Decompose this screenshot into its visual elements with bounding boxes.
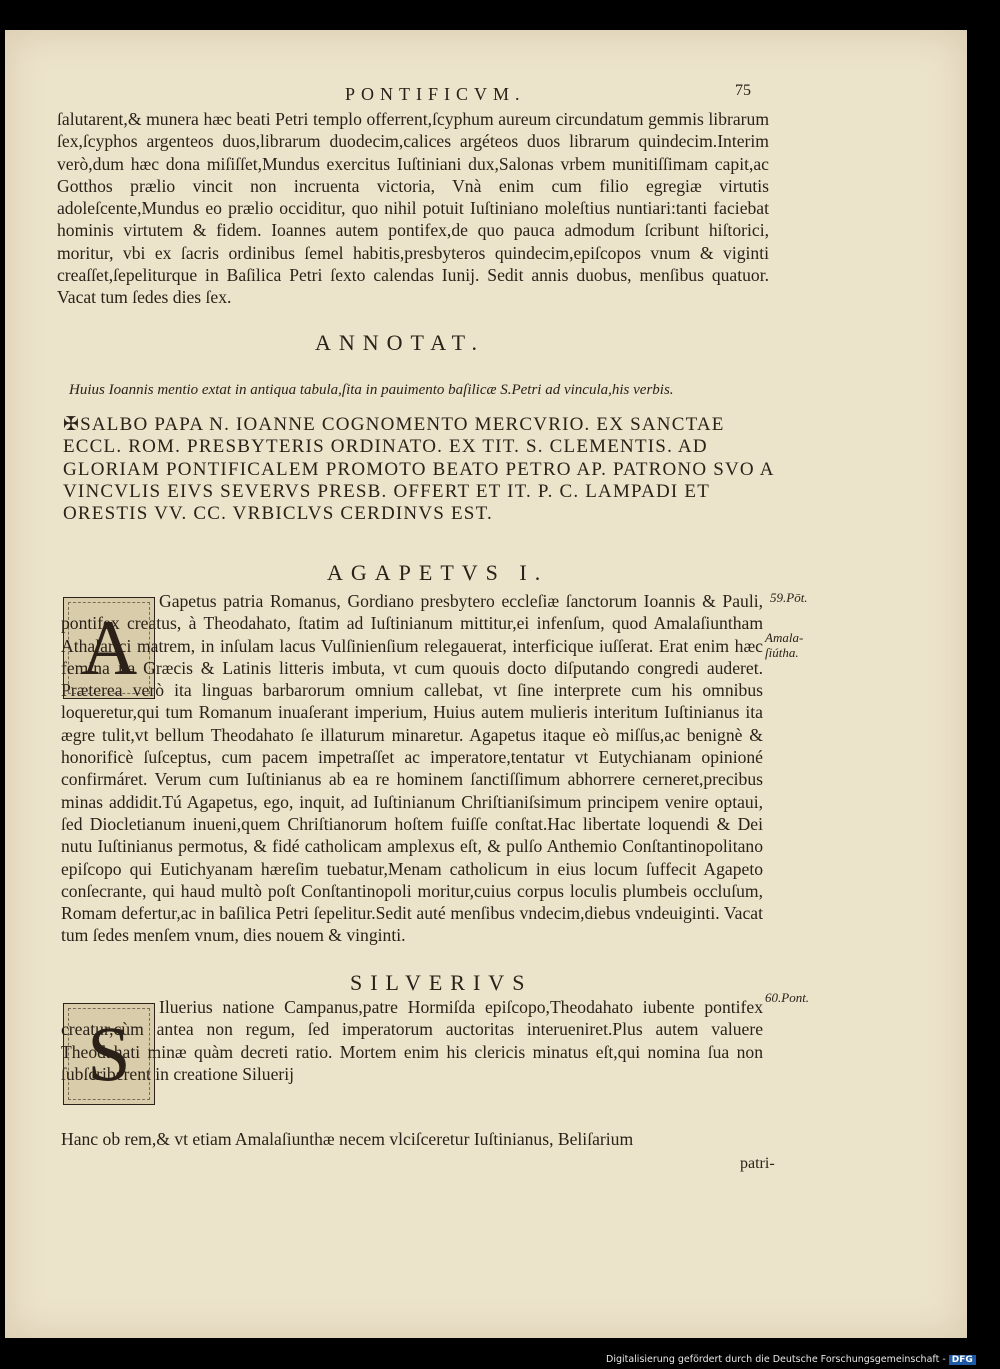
running-head: PONTIFICVM. bbox=[345, 84, 526, 104]
intro-paragraph: ſalutarent,& munera hæc beati Petri templo offerrent,ſcyphum aureum circundatum gemmis librarum ſex,ſcyphos argenteos duos,librarum duodecim,calices argéteos duos librarum quindecim.Interim verò,dum hæc dona miſiſſet,Mundus exercitus Iuſtiniani dux,Salonas vrbem munitiſſimam capit,ac Gotthos prælio vincit non incruenta victoria, Vnà enim cum filio egregiæ virtutis adoleſcente,Mundus eo prælio occiditur, quo nihil potuit Iuſtiniano moleſtius nuntiari:tanti faciebat hominis virtutem & fidem. Ioannes autem pontifex,de quo pauca admodum ſcribunt hiſtorici, moritur, vbi ex ſacris ordinibus ſemel habitis,presbyteros quindecim,epiſcopos vnum & viginti creaſſet,ſepeliturque in Baſilica Petri ſexto calendas Iunij. Sedit annis duobus, menſibus quatuor. Vacat tum ſedes dies ſex. bbox=[57, 109, 769, 308]
silverius-heading: SILVERIVS bbox=[350, 970, 533, 995]
agapetus-heading: AGAPETVS I. bbox=[327, 560, 549, 585]
margin-note-60: 60.Pont. bbox=[765, 990, 810, 1005]
annotat-intro: Huius Ioannis mentio extat in antiqua tabula,ſita in pauimento baſilicæ S.Petri ad vincula,his verbis. bbox=[69, 382, 674, 398]
page-number: 75 bbox=[735, 82, 751, 99]
margin-note-59: 59.Pōt. bbox=[770, 590, 808, 605]
agapetus-initial: A bbox=[63, 597, 155, 699]
catchword: patri- bbox=[740, 1155, 775, 1172]
margin-note-amalasiuntha: Amala-ſiútha. bbox=[765, 630, 804, 660]
silverius-text: Iluerius natione Campanus,patre Hormiſda epiſcopo,Theodahato iubente pontifex creatur,cùm antea non regum, ſed imperatorum auctoritas interueniret.Plus autem valuere Theodahati minæ quàm decreti ratio. Mortem enim his clericis minatus eſt,qui nomina ſua non ſubſcriberent in creatione Siluerij bbox=[61, 997, 763, 1084]
dfg-logo: DFG bbox=[949, 1355, 976, 1365]
silverius-initial: S bbox=[63, 1003, 155, 1105]
book-page bbox=[5, 30, 967, 1338]
agapetus-paragraph bbox=[61, 590, 763, 947]
agapetus-text: Gapetus patria Romanus, Gordiano presbytero eccleſiæ ſanctorum Ioannis & Pauli, pontifex creatus, à Theodahato, ſtatim ad Iuſtinianum mittitur,ei infenſum, quod Amalaſiuntham Athalarici matrem, in inſulam lacus Vulſinienſium relegauerat, interficique iuſſerat. Erat enim hæc femina ita Græcis & Latinis litteris imbuta, vt cum quouis docto diſputando congredi auderet. Præterea verò ita linguas barbarorum omnium callebat, vt ſine interprete cum his omnibus loqueretur,qui tum Romanum inuaſerant imperium, Huius autem mulieris interitum Iuſtinianus ita ægre tulit,vt bellum Theodahato ſe illaturum minaretur. Agapetus itaque eò miſſus,ac benignè & honorificè ſuſceptus, cum pacem impetraſſet ac imperatore,tentatur vt Eutychianam opinioné confirmáret. Verum cum Iuſtinianus ab ea re hominem ſanctiſſimum abhorrere cerneret,precibus minas addidit.Tú Agapetus, ego, inquit, ad Iuſtinianum Chriſtianiſsimum principem venire optaui, ſed Diocletianum inueni,quem Chriſtianorum hoſtem fuiſſe conſtat.Hac libertate loquendi & Dei nutu Iuſtinianus permotus, & fidé catholicam amplexus eſt, & pulſo Anthemio Conſtantinopolitano epiſcopo qui Eutichyanam hæreſim tuebatur,Menam catholicum in eius locum ſuffecit Agapeto conſecrante, qui haud multò poſt Conſtantinopoli moritur,cuius corpus loculis plumbeis occluſum, Romam defertur,ac in baſilica Petri ſepelitur.Sedit auté menſibus vndecim,diebus vndeuiginti. Vacat tum ſedes menſem vnum, dies nouem & vinginti. bbox=[61, 591, 763, 946]
footer-text: Digitalisierung gefördert durch die Deutsche Forschungsgemeinschaft - bbox=[606, 1354, 946, 1365]
silverius-continuation: Hanc ob rem,& vt etiam Amalaſiunthæ necem vlciſceretur Iuſtinianus, Beliſarium bbox=[61, 1129, 634, 1149]
annotat-heading: ANNOTAT. bbox=[315, 330, 485, 355]
inscription-text: ✠SALBO PAPA N. IOANNE COGNOMENTO MERCVRIO. EX SANCTAE ECCL. ROM. PRESBYTERIS ORDINATO. EX TIT. S. CLEMENTIS. AD GLORIAM PONTIFICALEM PROMOTO BEATO PETRO AP. PATRONO SVO A VINCVLIS EIVS SEVERVS PRESB. OFFERT ET IT. P. C. LAMPADI ET ORESTIS VV. CC. VRBICLVS CERDINVS EST. bbox=[63, 414, 774, 525]
silverius-paragraph bbox=[61, 996, 763, 1085]
footer-credit bbox=[606, 1354, 976, 1365]
